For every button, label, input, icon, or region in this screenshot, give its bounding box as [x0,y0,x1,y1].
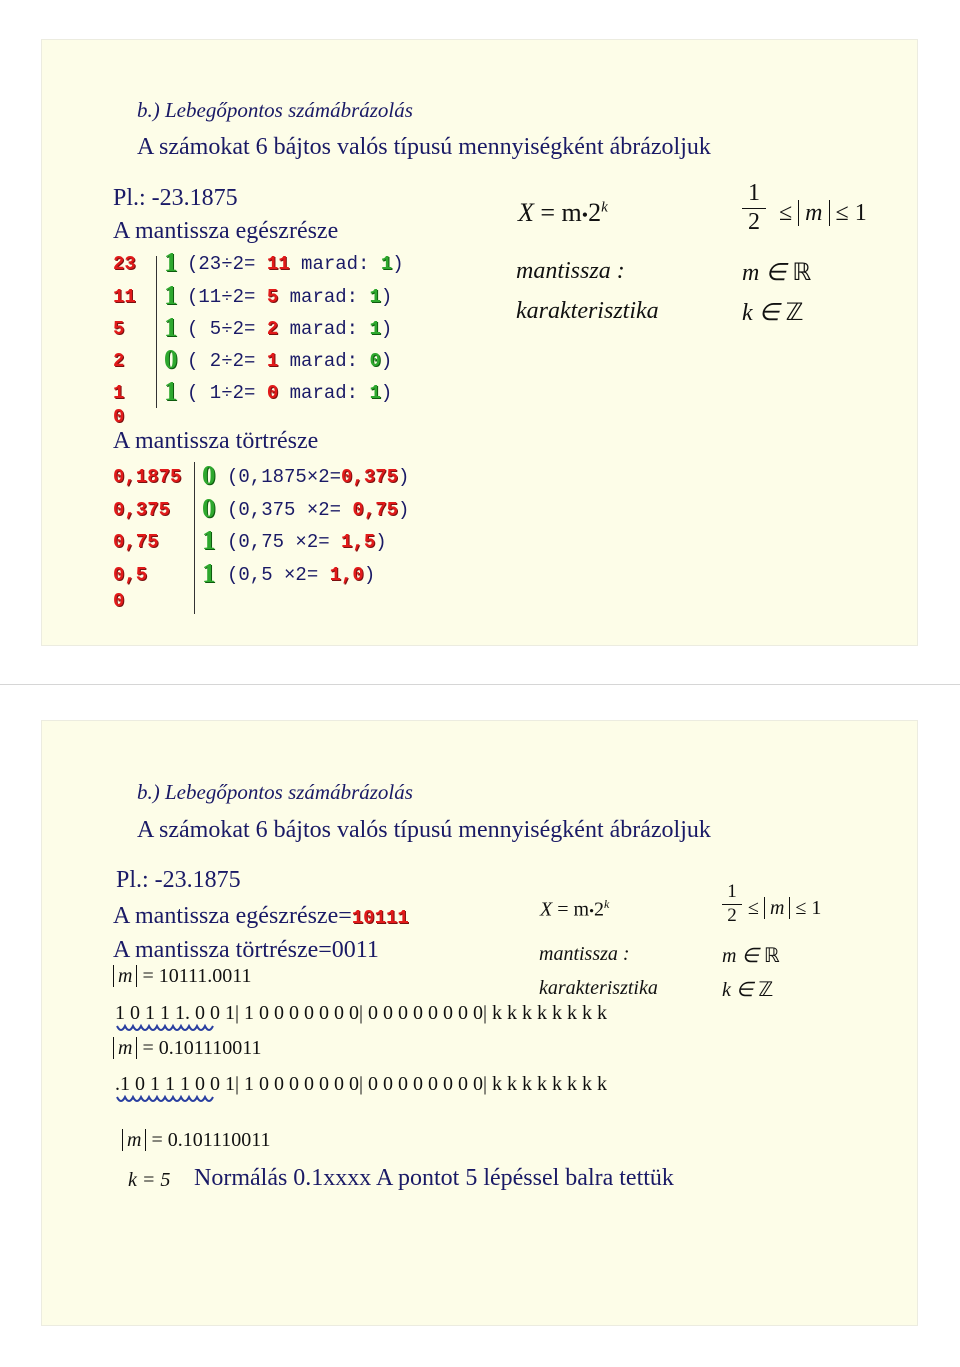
slide-title: b.) Lebegőpontos számábrázolás [137,780,413,804]
formula-x [540,897,609,922]
abs-m: m [113,965,137,987]
quotient: 2 [266,318,279,340]
formula-x [518,198,608,228]
int-bit [164,247,178,278]
frac-bit [202,493,216,524]
k-in: k ∈ [722,979,754,1001]
op-text: (0,5 ×2= [227,564,330,586]
frac-number: 0,75 [113,531,159,553]
slide-2 [42,721,917,1325]
frac-op [227,564,375,586]
quotient: 0 [266,382,279,404]
wavy-underline [115,1093,219,1107]
bit-value: 1 [164,312,178,342]
karakterisztika-label: karakterisztika [516,298,659,324]
remainder: 0 [369,350,381,372]
int-divider-line [156,256,157,408]
abs-m: m [113,1037,137,1059]
karakterisztika-label: karakterisztika [539,977,658,999]
result: 0,75 [352,499,399,521]
half-fraction [722,881,742,927]
le-sign: ≤ [835,200,849,226]
m-value: = 0.101110011 [142,1037,262,1059]
real-set-symbol: ℝ [792,260,812,286]
k-equation: k = 5 [128,1169,171,1191]
close-paren: ) [375,531,387,553]
wavy-underline [115,1022,219,1036]
int-number: 11 [113,286,136,308]
m-equation-3 [122,1129,271,1152]
equals-m: = m [557,898,590,921]
example-label: Pl.: -23.1875 [113,185,238,211]
frac-heading: A mantissza törtrésze [113,428,319,454]
bit-value: 0 [202,460,216,490]
m-in-r [722,943,780,968]
inequality [748,897,821,920]
k-in-z [742,298,803,327]
int-row [113,382,124,404]
le-sign: ≤ [779,200,793,226]
bit-value: 0 [202,493,216,523]
result: 1,5 [341,531,376,553]
bit-value: 1 [164,376,178,406]
op-text: (0,375 ×2= [227,499,353,521]
rest-text: marad: [278,382,370,404]
slide-1 [42,40,917,645]
m-equation-2 [113,1037,262,1060]
page-divider [0,684,960,685]
remainder: 1 [369,382,381,404]
int-number: 23 [113,253,136,275]
int-line-value: 10111 [351,907,409,929]
op-text: (0,1875×2= [227,466,342,488]
one: 1 [854,200,867,226]
mantissza-label: mantissza : [539,943,630,965]
slide-subtitle: A számokat 6 bájtos valós típusú mennyiségként ábrázoljuk [137,134,711,160]
remainder: 1 [380,253,393,275]
int-row [113,350,124,372]
frac-op [227,499,409,521]
one: 1 [811,897,822,919]
equals-m: = m [540,198,582,227]
slide-title: b.) Lebegőpontos számábrázolás [137,98,413,122]
k-in: k ∈ [742,300,780,326]
close-paren: ) [380,286,393,308]
op-text: ( 2÷2= [187,350,267,372]
quotient: 11 [266,253,290,275]
abs-m: m [798,200,829,226]
frac-number: 0,1875 [113,466,182,488]
le-sign: ≤ [795,897,807,919]
frac-number: 0,5 [113,564,148,586]
close-paren: ) [380,350,393,372]
int-line [113,903,409,930]
int-op [187,382,392,404]
int-number: 5 [113,318,125,340]
bit-value: 1 [164,247,178,277]
op-text: (11÷2= [187,286,267,308]
two: 2 [588,198,602,227]
int-op [187,350,392,372]
remainder: 1 [369,318,381,340]
int-end-zero: 0 [113,406,125,428]
int-bit [164,376,178,407]
bit-row-1: 1 0 1 1 1. 0 0 1| 1 0 0 0 0 0 0 0| 0 0 0 0 0 0 0 0| k k k k k k k k [115,1002,608,1024]
close-paren: ) [363,564,376,586]
op-text: (0,75 ×2= [227,531,342,553]
mantissza-label: mantissza : [516,258,625,284]
example-label: Pl.: -23.1875 [116,867,241,893]
close-paren: ) [398,466,410,488]
quotient: 1 [266,350,279,372]
frac-denominator: 2 [742,208,766,236]
remainder: 1 [369,286,381,308]
int-bit [164,344,178,375]
op-text: ( 5÷2= [187,318,267,340]
int-bit [164,312,178,343]
op-text: ( 1÷2= [187,382,267,404]
rest-text: marad: [278,318,370,340]
rest-text: marad: [278,350,370,372]
integer-set-symbol: ℤ [785,300,804,326]
close-paren: ) [392,253,404,275]
integer-set-symbol: ℤ [758,979,774,1001]
bit-value: 1 [202,558,216,588]
bit-value: 0 [164,344,178,374]
two: 2 [593,898,604,921]
int-row [113,318,124,340]
close-paren: ) [380,318,393,340]
close-paren: ) [380,382,393,404]
result: 0,375 [341,466,399,488]
int-row [113,286,136,308]
bit-value: 1 [202,525,216,555]
frac-end-zero: 0 [113,590,125,612]
int-number: 1 [113,382,125,404]
frac-number: 0,375 [113,499,171,521]
normal-text: Normálás 0.1xxxx A pontot 5 lépéssel balra tettük [194,1165,674,1191]
int-op [187,253,404,275]
bit-value: 1 [164,280,178,310]
exponent-k: k [601,199,608,216]
x-symbol: X [540,898,553,921]
frac-bit [202,460,216,491]
real-set-symbol: ℝ [763,945,780,967]
int-op [187,286,392,308]
bit-row-2: .1 0 1 1 1 0 0 1| 1 0 0 0 0 0 0 0| 0 0 0 0 0 0 0 0| k k k k k k k k [115,1073,608,1095]
bullet: • [581,205,589,225]
frac-denominator: 2 [722,904,742,927]
close-paren: ) [398,499,410,521]
m-value: = 10111.0011 [142,965,252,987]
int-row [113,253,136,275]
bullet: • [589,904,594,920]
m-equation-1 [113,965,252,988]
slide-subtitle: A számokat 6 bájtos valós típusú mennyiségként ábrázoljuk [137,817,711,843]
frac-numerator: 1 [727,881,737,902]
abs-m: m [764,897,790,919]
rest-text: marad: [278,286,370,308]
frac-bit [202,558,216,589]
m-in: m ∈ [742,260,787,286]
frac-op [227,531,387,553]
int-line-prefix: A mantissza egészrésze= [113,903,352,929]
frac-line: A mantissza törtrésze=0011 [113,937,379,963]
m-in: m ∈ [722,945,759,967]
int-heading: A mantissza egészrésze [113,218,339,244]
m-in-r [742,258,811,287]
frac-bit [202,525,216,556]
le-sign: ≤ [748,897,759,919]
exponent-k: k [603,897,610,911]
quotient: 5 [266,286,279,308]
x-symbol: X [518,198,534,227]
abs-m: m [122,1129,146,1151]
int-bit [164,280,178,311]
frac-numerator: 1 [748,180,760,206]
result: 1,0 [329,564,364,586]
k-in-z [722,977,773,1002]
inequality [779,200,867,227]
frac-op [227,466,409,488]
m-value: = 0.101110011 [151,1129,271,1151]
rest-text: marad: [289,253,381,275]
op-text: (23÷2= [187,253,267,275]
int-number: 2 [113,350,125,372]
frac-divider-line [194,462,195,614]
int-op [187,318,392,340]
half-fraction [742,180,766,236]
